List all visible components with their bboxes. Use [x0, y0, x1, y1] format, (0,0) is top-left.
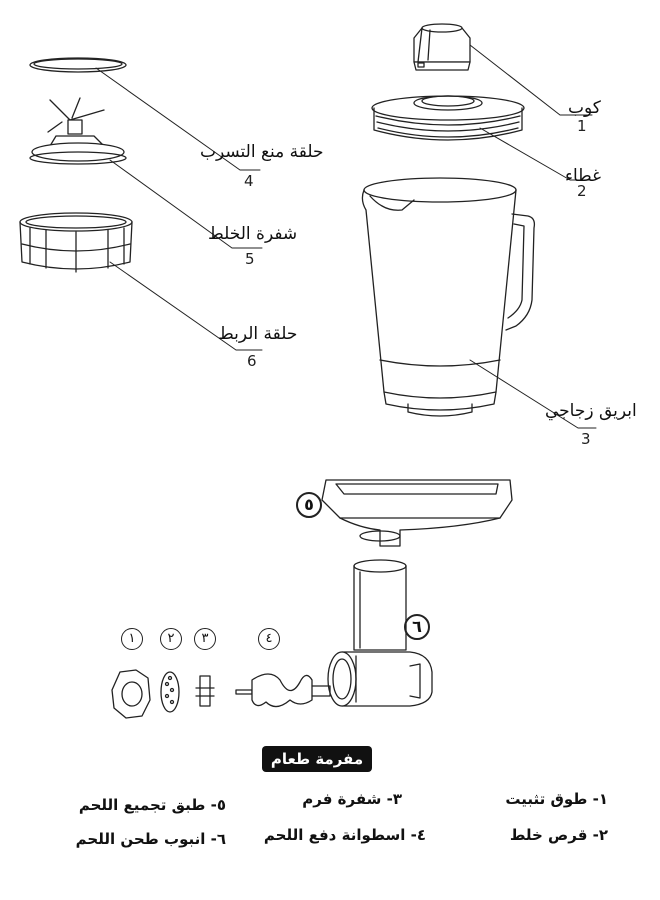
part-number-3: 3 — [581, 430, 591, 448]
grinder-marker-3: ٣ — [194, 628, 216, 650]
legend-item-6: ٦- انبوب طحن اللحم — [75, 830, 226, 848]
grinder-marker-1: ١ — [121, 628, 143, 650]
part-label-6: حلقة الربط — [218, 324, 298, 344]
part-number-4: 4 — [244, 172, 254, 190]
part-label-2: غطاء — [565, 166, 602, 186]
leader-lines — [96, 45, 596, 428]
grinder-marker-5: ٥ — [296, 492, 322, 518]
grinder-marker-6: ٦ — [404, 614, 430, 640]
grinder-title: مفرمة طعام — [262, 746, 372, 772]
sealing-ring-drawing — [30, 58, 126, 72]
legend-item-2: ٢- قرص خلط — [509, 826, 608, 844]
coupling-ring-drawing — [20, 213, 132, 272]
grinder-marker-4: ٤ — [258, 628, 280, 650]
lid-drawing — [372, 96, 524, 140]
legend-item-4: ٤- اسطوانة دفع اللحم — [263, 826, 426, 844]
part-number-1: 1 — [577, 117, 587, 135]
part-label-4: حلقة منع التسرب — [200, 142, 324, 162]
grinder-small-parts — [112, 670, 330, 718]
blade-drawing — [30, 98, 126, 164]
part-label-5: شفرة الخلط — [208, 224, 298, 244]
meat-tray-drawing — [322, 480, 512, 546]
part-number-2: 2 — [577, 182, 587, 200]
grinder-marker-2: ٢ — [160, 628, 182, 650]
part-number-6: 6 — [247, 352, 257, 370]
part-label-3: ابريق زجاجي — [545, 401, 637, 421]
legend-item-3: ٣- شفرة فرم — [302, 790, 402, 808]
legend-item-1: ١- طوق تثبيت — [505, 790, 608, 808]
part-number-5: 5 — [245, 250, 255, 268]
measuring-cup-drawing — [414, 24, 470, 70]
part-label-1: كوب — [568, 98, 601, 118]
legend-item-5: ٥- طبق تجميع اللحم — [78, 796, 226, 814]
glass-jug-drawing — [362, 178, 534, 416]
